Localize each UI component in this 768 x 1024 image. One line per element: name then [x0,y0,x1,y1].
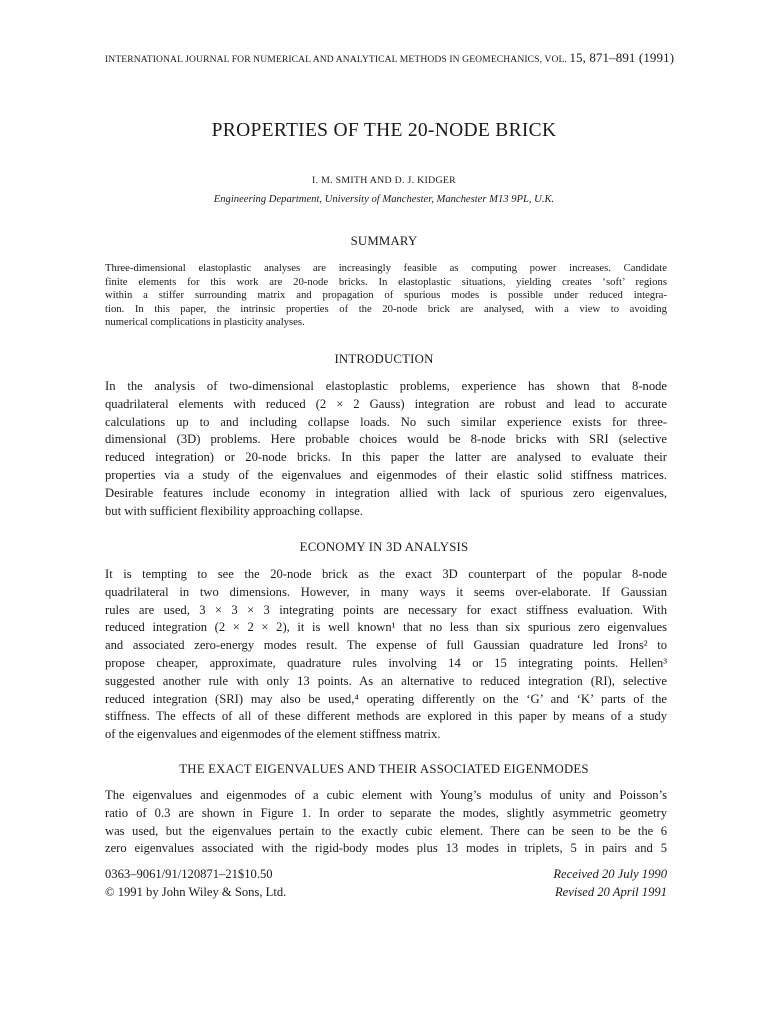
introduction-line: but with sufficient flexibility approaching collapse. [105,503,363,518]
summary-line: within a stiffer surrounding matrix and propagation of spurious modes is possible under reduced integra- [105,289,667,301]
economy-line: suggested another rule with only 13 points. As an alternative to reduced integration (RI), selective [105,673,667,688]
introduction-line: reduced integration) or 20-node bricks. In this paper the latter are analysed to evaluate their [105,450,667,465]
paper-title: PROPERTIES OF THE 20-NODE BRICK [211,120,557,141]
introduction-line: dimensional (3D) problems. Here probable choices would be 8-node bricks with SRI (selective [105,432,667,447]
economy-line: stiffness. The effects of all of these different methods are explored in this paper by means of a study [105,709,667,724]
journal-name: INTERNATIONAL JOURNAL FOR NUMERICAL AND ANALYTICAL METHODS IN GEOMECHANICS, VOL. [105,54,567,65]
introduction-heading: INTRODUCTION [334,352,434,366]
revised-date: Revised 20 April 1991 [554,884,667,899]
summary-heading: SUMMARY [350,234,418,248]
eigenvalues-paragraph [105,787,667,858]
introduction-line: Desirable features include economy in integration allied with lack of spurious zero eigenvalues, [105,485,667,500]
eigenvalues-line: was used, but the eigenvalues pertain to the exactly cubic element. There can be seen to be the 6 [105,823,667,838]
eigenvalues-line: The eigenvalues and eigenmodes of a cubic element with Young’s modulus of unity and Poisson’s [105,788,667,802]
economy-line: of the eigenvalues and eigenmodes of the element stiffness matrix. [105,727,441,742]
summary-line: Three-dimensional elastoplastic analyses are increasingly feasible as computing power increases. Candidate [105,262,667,274]
received-date: Received 20 July 1990 [553,867,667,881]
economy-line: It is tempting to see the 20-node brick as the exact 3D counterpart of the popular 8-node [105,567,667,581]
summary-line: tion. In this paper, the intrinsic properties of the 20-node brick are analysed, with a view to avoiding [105,302,667,315]
summary-line: finite elements for this work are 20-node bricks. In elastoplastic situations, yielding creates ‘soft’ regions [105,275,667,288]
journal-volume-pages: 15, 871–891 (1991) [569,50,675,65]
eigenvalues-line: ratio of 0.3 are shown in Figure 1. In order to separate the modes, slightly asymmetric geometry [105,805,667,820]
introduction-line: quadrilateral elements with reduced (2 × 2 Gauss) integration are robust and lead to accurate [105,396,667,411]
article-code: 0363–9061/91/120871–21$10.50 [105,867,273,881]
economy-line: reduced integration (2 × 2 × 2), it is well known¹ that no less than six spurious zero eigenvalues [105,620,667,635]
summary-paragraph [105,262,667,330]
economy-line: reduced integration (SRI) may also be used,⁴ operating differently on the ‘G’ and ‘K’ parts of the [105,691,667,706]
economy-line: quadrilateral in two dimensions. However, in many ways it seems over-elaborate. If Gaussian [105,584,667,599]
footer-left [105,866,286,902]
eigenvalues-heading: THE EXACT EIGENVALUES AND THEIR ASSOCIATED EIGENMODES [179,762,589,776]
footer-right [553,866,667,902]
introduction-line: In the analysis of two-dimensional elastoplastic problems, experience has shown that 8-node [105,379,667,393]
introduction-line: properties via a study of the eigenvalues and eigenmodes of their elastic solid stiffness matrices. [105,467,667,482]
economy-paragraph [105,566,667,744]
journal-header [105,50,675,66]
economy-line: and associated zero-energy modes result. The expense of full Gaussian quadrature led Irons² to [105,638,667,653]
introduction-paragraph [105,378,667,520]
author-affiliation: Engineering Department, University of Manchester, Manchester M13 9PL, U.K. [213,194,555,205]
copyright-notice: © 1991 by John Wiley & Sons, Ltd. [105,884,287,899]
introduction-line: calculations up to and including collapse loads. No such similar experience exists for three- [105,414,667,429]
economy-line: rules are used, 3 × 3 × 3 integrating points are necessary for exact stiffness evaluation. With [105,602,667,617]
economy-line: propose cheaper, approximate, quadrature rules involving 14 or 15 integrating points. Hellen³ [105,655,667,670]
eigenvalues-line: zero eigenvalues associated with the rigid-body modes plus 13 modes in triplets, 5 in pairs and 5 [105,841,667,856]
paper-authors: I. M. SMITH AND D. J. KIDGER [312,175,456,186]
economy-heading: ECONOMY IN 3D ANALYSIS [299,540,469,554]
summary-line: numerical complications in plasticity analyses. [105,316,305,328]
